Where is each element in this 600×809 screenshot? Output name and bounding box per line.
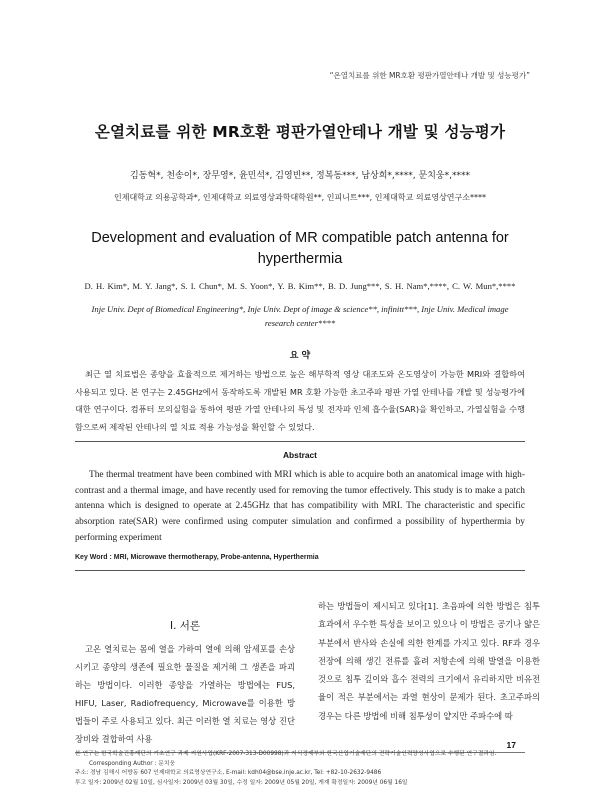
footnotes [75,750,525,788]
contact-address: 주소: 경남 김해시 어방동 607 인제대학교 의료영상연구소, E-mail: kdh04@bse.inje.ac.kr, Tel: +82-10-2632-9486 [75,770,382,777]
korean-authors: 김동혁*, 천송이*, 장무영*, 윤민석*, 김영빈**, 정복동***, 남상희*,****, 문치웅*,**** [130,171,470,181]
page-number: 17 [506,740,516,750]
body-text-right-column: 하는 방법들이 제시되고 있다[1]. 초음파에 의한 방법은 침투 효과에서 우수한 특성을 보이고 있으나 이 방법은 공기나 얇은 부분에서 반사와 손실에 의한 한계를 가지고 있다. RF과 경우 전장에 의해 생긴 전류를 흘려 저항손에 의해 발열을 이용한 것으로 침투 깊이와 흡수 전력의 크기에서 유리하지만 비유전율이 적은 부분에서는 과열 현상이 문제가 된다. 초고주파의 경우는 다른 방법에 비해 침투성이 얕지만 주파수에 따 [318,601,540,721]
korean-abstract: 최근 열 치료법은 종양을 효율적으로 제거하는 방법으로 높은 해부학적 영상 대조도와 온도영상이 가능한 MRI와 결합하여 사용되고 있다. 본 연구는 2.45GHz에서 동작하도록 개발된 MR 호환 가능한 초고주파 평판 가열 안테나를 개발 및 성능평가에 대한 연구이다. 컴퓨터 모의실험을 통하여 평판 가열 안테나의 특성 및 전자파 인체 흡수율(SAR)을 확인하고, 가열실험을 수행함으로써 제작된 안테나의 열 치료 적용 가능성을 확인할 수 있었다. [75,369,525,432]
english-abstract-heading: Abstract [283,450,317,460]
korean-abstract-heading: 요 약 [289,351,311,361]
korean-affiliation: 인제대학교 의용공학과*, 인제대학교 의료영상과학대학원**, 인피니트***, 인제대학교 의료영상연구소**** [113,193,486,202]
korean-title: 온열치료를 위한 MR호환 평판가열안테나 개발 및 성능평가 [94,123,506,141]
keywords-bottom-rule [75,570,525,571]
corresponding-author: Corresponding Author : 문치웅 [89,760,176,767]
section-heading-introduction: I. 서론 [169,620,201,632]
body-text-left-column: 고온 열치료는 몸에 열을 가하여 열에 의해 암세포를 손상시키고 종양의 생존에 필요한 물질을 제거해 그 생존을 파괴하는 방법이다. 이러한 종양을 가열하는 방법에는 FUS, HIFU, Laser, Radiofrequency, Microwave를 이용한 방법들이 주로 사용되고 있다. 최근 이러한 열 치료는 영상 진단장비와 결합하여 사용 [75,644,295,745]
english-affiliation: Inje Univ. Dept of Biomedical Engineering*, Inje Univ. Dept of image & science**, infinitt***, Inje Univ. Medical image research center**** [91,304,509,328]
submission-dates: 투고 일자: 2009년 02월 10일, 심사일자: 2009년 03월 30일, 수정 일자: 2009년 05월 20일, 게재 확정일자: 2009년 06월 16일 [75,779,408,786]
funding-footnote: 본 연구는 한국학술진흥재단의 기초연구 과제 지원사업(KRF-2007-313-D00998)과 지식경제부와 한국산업기술재단의 전략기술인력양성사업으로 수행된 연구결과임. [75,751,497,757]
running-header: “온열치료를 위한 MR호환 평판가열안테나 개발 및 성능평가” [329,71,530,80]
keywords: Key Word : MRI, Microwave thermotherapy, Probe-antenna, Hyperthermia [75,554,319,561]
english-authors: D. H. Kim*, M. Y. Jang*, S. I. Chun*, M. S. Yoon*, Y. B. Kim**, B. D. Jung***, S. H. Nam*,****, C. W. Mun*,**** [84,281,516,291]
english-abstract: The thermal treatment have been combined with MRI which is able to acquire both an anatomical image with high-contrast and a thermal image, and have recently used for removing the tumor effectively. This study is to make a patch antenna which is designed to operate at 2.45GHz that has compatibility with MRI. The characteristic and specific absorption rate(SAR) were confirmed using computer simulation and confirmed a possibility of hyperthermia by performing experiment [75,470,525,543]
abstract-top-rule [75,441,525,442]
english-title: Development and evaluation of MR compatible patch antenna for hyperthermia [91,230,509,267]
